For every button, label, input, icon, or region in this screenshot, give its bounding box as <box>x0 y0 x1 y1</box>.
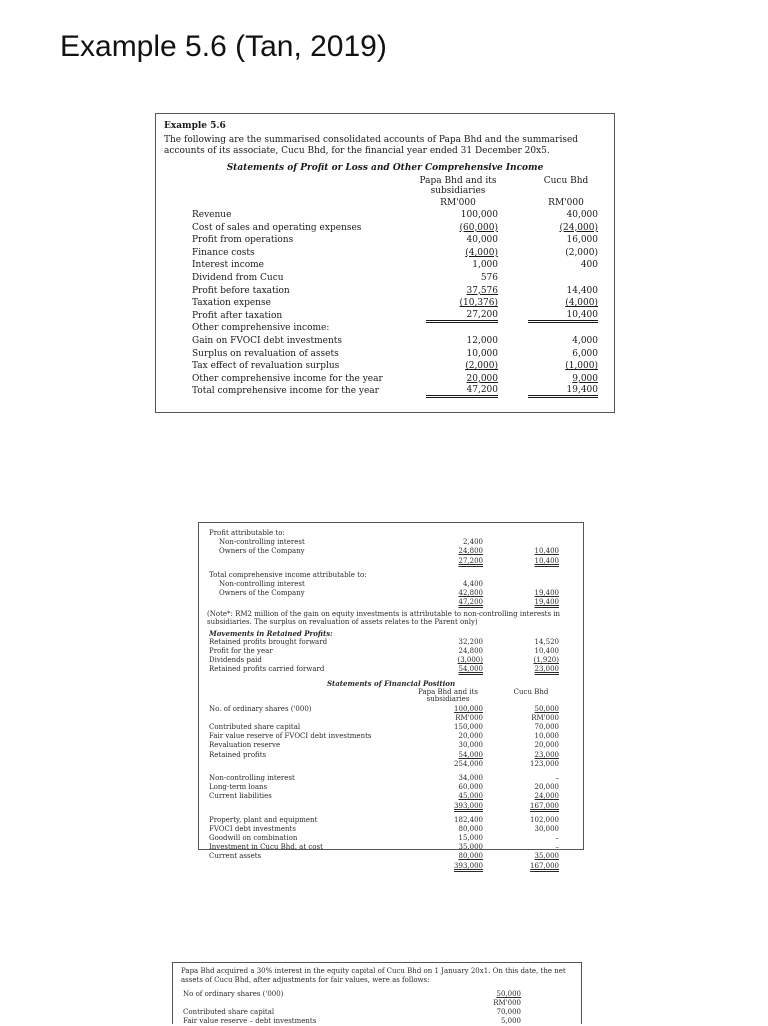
row-value-2: (4,000) <box>565 298 598 309</box>
table-row <box>164 360 606 373</box>
table-row: 47,200 19,400 <box>458 598 559 607</box>
sofp-column-headers: Papa Bhd and its subsidiaries Cucu Bhd <box>418 687 549 704</box>
row-value-2: – <box>555 834 559 843</box>
row-value-1: 182,400 <box>454 815 483 824</box>
table-row <box>181 1017 573 1026</box>
row-value-1: 150,000 <box>454 723 483 731</box>
row-value-1: 34,000 <box>458 773 483 782</box>
row-label: Other comprehensive income: <box>192 323 330 334</box>
footnote: (Note*: RM2 million of the gain on equity investments is attributable to non-controlling interests in subsidiaries. The surplus on revaluation of assets relates to the Parent only) <box>207 609 561 626</box>
tci-attributable-heading: Total comprehensive income attributable to: <box>209 570 367 579</box>
row-label: Current assets <box>209 852 262 861</box>
col-papa-header: Papa Bhd and its subsidiaries <box>419 176 497 196</box>
row-value-1: 393,000 <box>454 801 483 810</box>
row-label: Tax effect of revaluation surplus <box>192 361 340 372</box>
row-label: Revaluation reserve <box>209 741 281 750</box>
table-row <box>181 999 573 1008</box>
row-value-1: 5,000 <box>500 1017 521 1025</box>
table-row <box>164 322 606 335</box>
row-value-1: (2,000) <box>465 361 498 372</box>
row-value-1: (3,000) <box>457 656 483 665</box>
row-label: Cost of sales and operating expenses <box>192 222 362 233</box>
scanned-attribution-and-sofp <box>198 522 584 870</box>
equity-table <box>207 723 575 769</box>
row-value-1: (60,000) <box>459 222 498 233</box>
row-value-1: 12,000 <box>466 335 498 346</box>
row-value-1: 1,000 <box>472 260 498 271</box>
row-value-2: 400 <box>580 260 598 271</box>
row-value-2: 10,400 <box>534 646 559 655</box>
table-row <box>164 310 606 323</box>
row-value-1: 20,000 <box>458 732 483 741</box>
row-value-1: 254,000 <box>454 759 483 768</box>
row-label: Taxation expense <box>192 298 271 309</box>
table-row <box>207 783 575 792</box>
table-row <box>207 825 575 834</box>
table-row <box>164 373 606 386</box>
row-label: Retained profits carried forward <box>209 665 325 674</box>
row-value-2: 123,000 <box>530 759 559 768</box>
row-value-2: 167,000 <box>530 861 559 870</box>
row-value-1: 80,000 <box>458 824 483 833</box>
table-row <box>181 990 573 999</box>
table-row <box>207 802 575 811</box>
row-value-2: 6,000 <box>572 348 598 359</box>
row-value-2: 102,000 <box>530 815 559 824</box>
row-label: Profit after taxation <box>192 310 283 321</box>
row-value-1: 576 <box>480 272 498 283</box>
row-label: Contributed share capital <box>209 723 301 731</box>
row-value-2: 70,000 <box>534 723 559 731</box>
table-row: Non-controlling interest 2,400 <box>219 538 483 547</box>
row-value-1: 393,000 <box>454 861 483 870</box>
row-value-2: 4,000 <box>572 335 598 346</box>
row-label: Goodwill on combination <box>209 834 298 843</box>
row-value-2: 40,000 <box>566 210 598 220</box>
row-label: Investment in Cucu Bhd, at cost <box>209 843 323 852</box>
liabilities-table <box>207 774 575 811</box>
profit-attributable-heading: Profit attributable to: <box>209 529 285 537</box>
row-value-2: – <box>555 843 559 852</box>
slide-title: Example 5.6 (Tan, 2019) <box>60 30 387 63</box>
table-row: Owners of the Company 42,800 19,400 <box>219 589 559 598</box>
currency-papa: RM'000 <box>440 198 476 208</box>
row-label: Interest income <box>192 260 265 271</box>
example-heading: Example 5.6 <box>164 121 226 131</box>
table-row: 27,200 10,400 <box>458 556 559 565</box>
table-row <box>164 285 606 298</box>
row-label: Gain on FVOCI debt investments <box>192 335 342 346</box>
table-row <box>207 751 575 760</box>
row-value-2: 9,000 <box>572 373 598 384</box>
row-value-1: 27,200 <box>426 310 498 323</box>
column-headers <box>164 176 606 198</box>
row-value-1: 35,000 <box>458 843 483 852</box>
row-value-1: 54,000 <box>458 665 483 674</box>
row-label: Profit from operations <box>192 235 294 246</box>
row-value-2: (1,000) <box>565 361 598 372</box>
table-row <box>164 247 606 260</box>
table-row <box>207 834 575 843</box>
row-label: Contributed share capital <box>183 1008 275 1016</box>
table-row <box>181 1008 573 1017</box>
row-value-1: 24,800 <box>458 646 483 655</box>
row-value-1: 40,000 <box>466 235 498 246</box>
row-value-1: 37,576 <box>466 285 498 296</box>
row-value-2: 20,000 <box>534 741 559 750</box>
row-value-2: 23,000 <box>534 665 559 674</box>
currency-header <box>164 198 606 209</box>
table-row <box>164 234 606 247</box>
table-row <box>207 816 575 825</box>
row-label: Retained profits brought forward <box>209 637 328 646</box>
pl-table <box>164 209 606 398</box>
table-row <box>164 272 606 285</box>
row-value-1: 30,000 <box>458 741 483 750</box>
row-label: FVOCI debt investments <box>209 824 296 833</box>
row-label: Current liabilities <box>209 792 272 801</box>
row-label: Revenue <box>192 210 232 220</box>
row-value-1: 10,000 <box>466 348 498 359</box>
row-value-1: 45,000 <box>458 792 483 801</box>
row-value-2: 10,000 <box>534 732 559 741</box>
table-row: Non-controlling interest 4,400 <box>219 579 483 588</box>
row-value-1: (10,376) <box>459 298 498 309</box>
retained-profits-table <box>207 638 575 675</box>
table-row <box>164 297 606 310</box>
row-label: No of ordinary shares ('000) <box>183 990 284 998</box>
row-value-1: (4,000) <box>465 247 498 258</box>
table-row <box>207 792 575 801</box>
row-value-1: 80,000 <box>458 852 483 861</box>
table-row <box>164 222 606 235</box>
row-value-2: 19,400 <box>528 385 598 398</box>
row-label: Surplus on revaluation of assets <box>192 348 339 359</box>
row-label: Fair value reserve – debt investments <box>183 1017 317 1025</box>
row-value-1: 70,000 <box>496 1008 521 1016</box>
row-label: Finance costs <box>192 247 255 258</box>
row-value-1: 32,200 <box>458 637 483 646</box>
row-label: Other comprehensive income for the year <box>192 373 383 384</box>
row-value-2: (24,000) <box>559 222 598 233</box>
table-row <box>207 732 575 741</box>
row-label: Long-term loans <box>209 783 268 792</box>
table-row <box>207 843 575 852</box>
row-value-2: 35,000 <box>534 852 559 861</box>
table-row <box>207 656 575 665</box>
row-value-1: 15,000 <box>458 834 483 843</box>
row-label: Profit for the year <box>209 646 273 655</box>
table-row <box>207 723 575 732</box>
row-value-1: 100,000 <box>460 210 498 220</box>
currency-cucu: RM'000 <box>548 198 584 208</box>
table-row <box>164 335 606 348</box>
scanned-acquisition-note <box>172 962 582 1024</box>
acquisition-paragraph: Papa Bhd acquired a 30% interest in the equity capital of Cucu Bhd on 1 January 20x1. On this date, the net assets of Cucu Bhd, after adjustments for fair values, were as follows: <box>181 967 566 984</box>
row-value-2: 24,000 <box>534 792 559 801</box>
table-row <box>164 259 606 272</box>
row-value-2: 14,400 <box>566 285 598 296</box>
table-row: Owners of the Company 24,800 10,400 <box>219 547 559 556</box>
row-label: Property, plant and equipment <box>209 815 318 824</box>
table-row <box>207 862 575 871</box>
col-cucu-header: Cucu Bhd <box>543 176 589 186</box>
row-value-1: 47,200 <box>426 385 498 398</box>
table-row <box>207 741 575 750</box>
row-value-2: 16,000 <box>566 235 598 246</box>
table-row <box>207 852 575 861</box>
row-value-2: 20,000 <box>534 783 559 792</box>
shares-row: No. of ordinary shares ('000) 100,000 50,000 <box>209 704 559 713</box>
row-value-1: 50,000 <box>496 990 521 998</box>
row-value-2: 23,000 <box>534 750 559 759</box>
row-label: Dividend from Cucu <box>192 272 284 283</box>
row-label: Total comprehensive income for the year <box>192 386 379 397</box>
row-label: Profit before taxation <box>192 285 290 296</box>
row-value-2: (2,000) <box>565 247 598 258</box>
table-row <box>164 348 606 361</box>
table-row <box>164 385 606 398</box>
net-assets-table <box>181 990 573 1026</box>
table-row <box>207 774 575 783</box>
row-label: Non-controlling interest <box>209 773 295 782</box>
row-label: Dividends paid <box>209 656 262 665</box>
row-value-2: – <box>555 773 559 782</box>
example-intro: The following are the summarised consolidated accounts of Papa Bhd and the summarised accounts of its associate, Cucu Bhd, for the financial year ended 31 December 20x5. <box>164 135 579 156</box>
table-row <box>207 665 575 674</box>
row-value-1: 20,000 <box>466 373 498 384</box>
row-value-2: 30,000 <box>534 824 559 833</box>
table-row <box>164 209 606 222</box>
row-value-1: 60,000 <box>458 783 483 792</box>
row-value-1: 54,000 <box>458 750 483 759</box>
row-value-1: RM'000 <box>493 999 521 1007</box>
row-value-2: 14,520 <box>534 637 559 646</box>
scanned-statement-of-profit-or-loss <box>155 113 615 413</box>
row-label: Retained profits <box>209 750 267 759</box>
row-value-2: (1,920) <box>533 656 559 665</box>
table-row <box>207 638 575 647</box>
row-label: Fair value reserve of FVOCI debt investments <box>209 732 372 741</box>
movements-title: Movements in Retained Profits: <box>209 628 333 638</box>
assets-table <box>207 816 575 871</box>
row-value-2: 10,400 <box>528 310 598 323</box>
row-value-2: 167,000 <box>530 801 559 810</box>
table-row <box>207 647 575 656</box>
sofp-title: Statements of Financial Position <box>326 679 456 689</box>
currency-row: RM'000 RM'000 <box>455 713 559 722</box>
table-row <box>207 760 575 769</box>
statement-title: Statements of Profit or Loss and Other Comprehensive Income <box>226 163 544 173</box>
